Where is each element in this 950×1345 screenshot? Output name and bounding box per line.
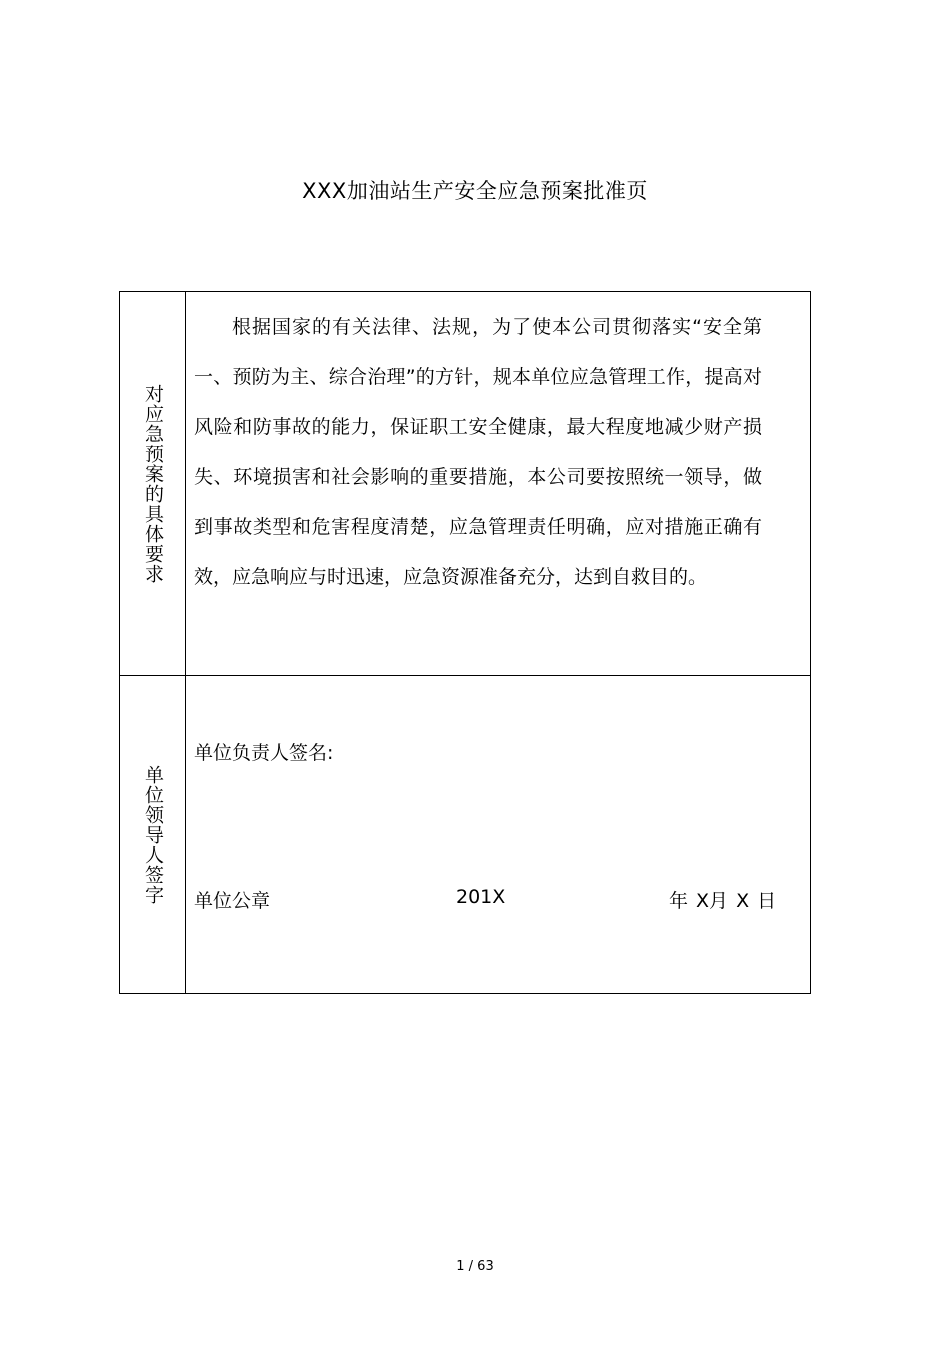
requirements-label: 对应急预案的具体要求 [142,383,164,584]
page-title: XXX加油站生产安全应急预案批准页 [302,179,648,203]
requirements-label-cell [120,292,186,675]
date-year: 201X [456,886,506,908]
requirements-content-cell [186,292,810,675]
signature-label-cell [120,676,186,993]
requirements-text: 根据国家的有关法律、法规，为了使本公司贯彻落实“安全第一、预防为主、综合治理”的方针，规本单位应急管理工作，提高对风险和防事故的能力，保证职工安全健康，最大程度地减少财产损失、环境损害和社会影响的重要措施，本公司要按照统一领导，做到事故类型和危害程度清楚，应急管理责任明确，应对措施正确有效，应急响应与时迅速，应急资源准备充分，达到自救目的。 [194,316,762,588]
requirements-row [120,292,810,676]
approval-table [119,291,811,994]
page-number: 1 / 63 [456,1259,494,1274]
signature-row [120,676,810,993]
responsible-person-signature-label: 单位负责人签名: [194,742,334,764]
date-month-day: 年 X月 X 日 [669,890,777,912]
company-seal-label: 单位公章 [194,890,271,912]
signature-content-cell [186,676,810,993]
signature-row-label: 单位领导人签字 [142,764,164,905]
